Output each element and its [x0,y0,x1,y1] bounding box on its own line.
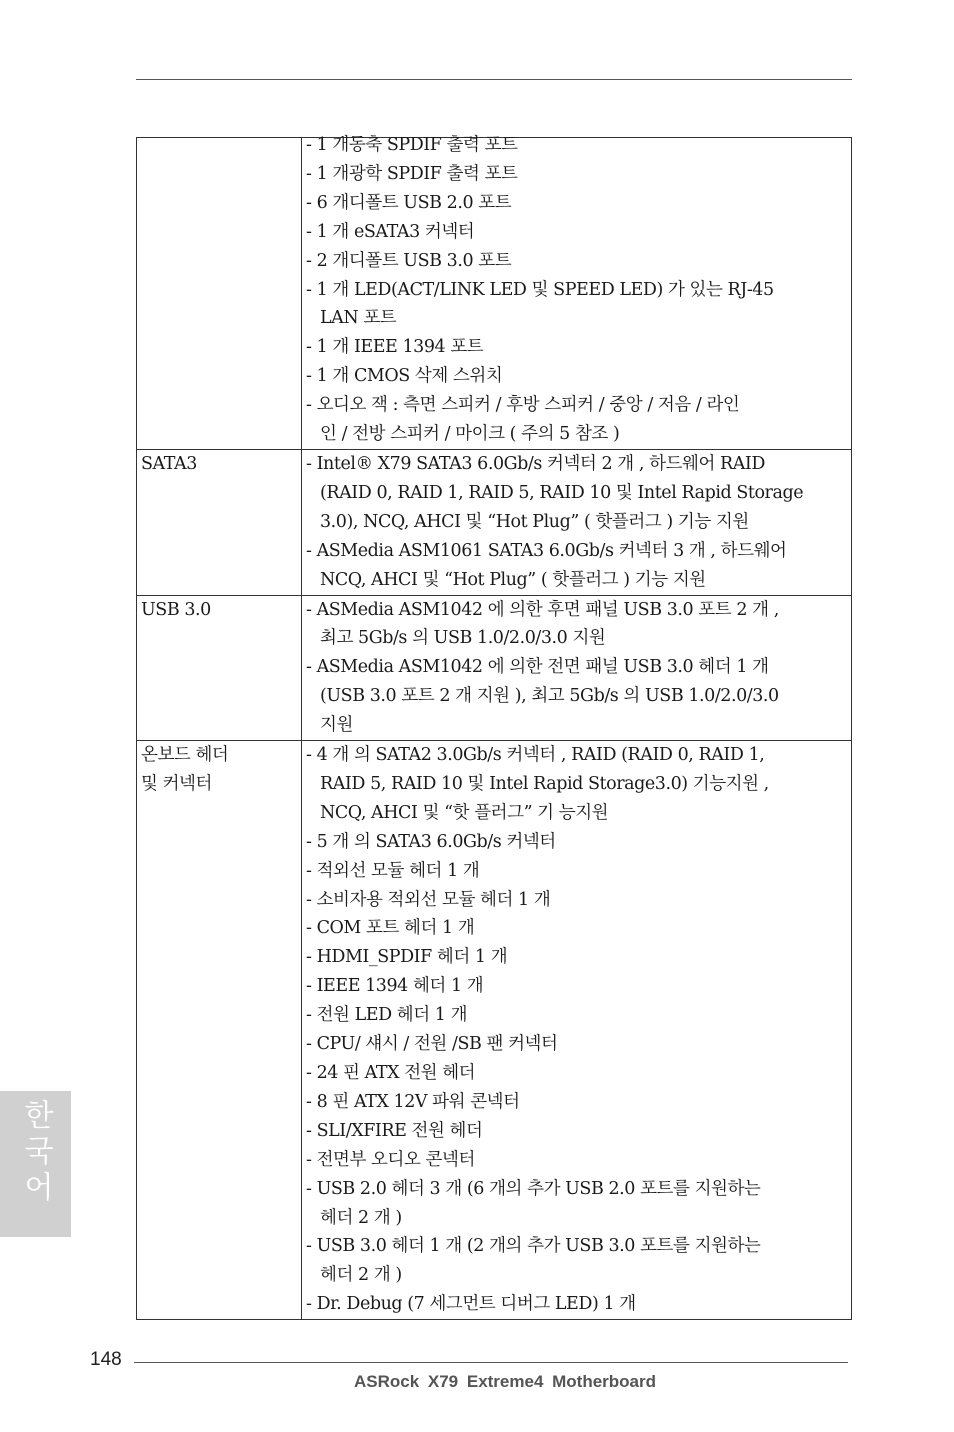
footer-title: ASRock X79 Extreme4 Motherboard [353,1372,657,1391]
spec-line: 지원 [320,715,353,736]
spec-item [306,857,847,886]
spec-label: 및 커넥터 [141,773,212,794]
spec-line: RAID 5, RAID 10 및 Intel Rapid Storage3.0) 기능지원 , [320,773,769,794]
spec-line: - 1 개동축 SPDIF 출력 포트 [306,135,518,155]
spec-item [306,189,847,218]
spec-line: - 2 개디폴트 USB 3.0 포트 [306,250,512,271]
spec-item [306,1088,847,1117]
spec-item [306,1175,847,1233]
spec-item [306,218,847,247]
spec-item [306,1030,847,1059]
spec-item [306,333,847,362]
spec-item [306,1290,847,1319]
spec-line: - 소비자용 적외선 모듈 헤더 1 개 [306,889,551,910]
spec-item [306,1117,847,1146]
spec-item [306,828,847,857]
spec-item [306,391,847,449]
spec-item [306,886,847,915]
spec-row-onboard-headers [137,741,852,1320]
spec-label: USB 3.0 [141,599,211,620]
spec-line: - USB 2.0 헤더 3 개 (6 개의 추가 USB 2.0 포트를 지원하는 [306,1178,761,1199]
spec-item [306,131,847,160]
spec-item [306,450,847,537]
spec-line: - 전면부 오디오 콘넥터 [306,1149,475,1170]
footer-rule [134,1362,848,1363]
spec-line: 헤더 2 개 ) [320,1207,402,1228]
spec-line: 3.0), NCQ, AHCI 및 “Hot Plug” ( 핫플러그 ) 기능 지원 [320,511,749,532]
page-number: 148 [90,1349,122,1370]
language-label: 한국어 [18,1099,53,1207]
spec-item [306,1059,847,1088]
spec-content-cell [302,595,852,741]
spec-line: - 5 개 의 SATA3 6.0Gb/s 커넥터 [306,831,556,852]
spec-label-cell [137,138,302,450]
spec-item [306,537,847,595]
spec-item [306,160,847,189]
spec-row-rear-io [137,138,852,450]
spec-line: - IEEE 1394 헤더 1 개 [306,976,484,997]
spec-line: - 1 개광학 SPDIF 출력 포트 [306,163,518,184]
spec-item [306,1001,847,1030]
spec-label-cell [137,595,302,741]
spec-item [306,741,847,828]
spec-label-cell [137,449,302,595]
spec-line: - 1 개 LED(ACT/LINK LED 및 SPEED LED) 가 있는 RJ-45 [306,279,774,300]
spec-line: (USB 3.0 포트 2 개 지원 ), 최고 5Gb/s 의 USB 1.0/2.0/3.0 [320,686,779,707]
spec-line: - 전원 LED 헤더 1 개 [306,1005,468,1026]
spec-line: LAN 포트 [320,308,397,329]
spec-line: (RAID 0, RAID 1, RAID 5, RAID 10 및 Intel Rapid Storage [320,482,804,503]
spec-line: - HDMI_SPDIF 헤더 1 개 [306,947,508,968]
spec-table [136,137,852,1320]
spec-line: - COM 포트 헤더 1 개 [306,918,475,939]
spec-line: - 1 개 CMOS 삭제 스위치 [306,366,503,387]
spec-item [306,362,847,391]
spec-item [306,972,847,1001]
top-rule [136,79,852,80]
spec-content-cell [302,741,852,1320]
spec-item [306,1232,847,1290]
spec-line: - 1 개 eSATA3 커넥터 [306,221,475,242]
spec-line: - 8 핀 ATX 12V 파워 콘넥터 [306,1091,520,1112]
spec-line: - 6 개디폴트 USB 2.0 포트 [306,192,512,213]
spec-line: 인 / 전방 스피커 / 마이크 ( 주의 5 참조 ) [320,424,620,445]
spec-row-usb3 [137,595,852,741]
spec-line: 최고 5Gb/s 의 USB 1.0/2.0/3.0 지원 [320,628,606,649]
spec-label-cell [137,741,302,1320]
spec-label: SATA3 [141,453,197,474]
spec-line: - ASMedia ASM1061 SATA3 6.0Gb/s 커넥터 3 개 , 하드웨어 [306,540,787,561]
language-side-tab [0,1091,71,1237]
spec-line: - 오디오 잭 : 측면 스피커 / 후방 스피커 / 중앙 / 저음 / 라인 [306,395,740,416]
spec-line: - Dr. Debug (7 세그먼트 디버그 LED) 1 개 [306,1294,636,1315]
spec-line: NCQ, AHCI 및 “Hot Plug” ( 핫플러그 ) 기능 지원 [320,569,706,590]
spec-line: - ASMedia ASM1042 에 의한 전면 패널 USB 3.0 헤더 1 개 [306,657,769,678]
spec-item [306,1146,847,1175]
spec-label: 온보드 헤더 [141,745,229,766]
spec-line: - USB 3.0 헤더 1 개 (2 개의 추가 USB 3.0 포트를 지원하는 [306,1236,761,1257]
spec-line: - 적외선 모듈 헤더 1 개 [306,860,480,881]
spec-line: - 4 개 의 SATA2 3.0Gb/s 커넥터 , RAID (RAID 0, RAID 1, [306,745,765,766]
spec-item [306,943,847,972]
spec-line: - ASMedia ASM1042 에 의한 후면 패널 USB 3.0 포트 2 개 , [306,599,779,620]
spec-line: 헤더 2 개 ) [320,1265,402,1286]
spec-content-cell [302,449,852,595]
spec-line: - SLI/XFIRE 전원 헤더 [306,1120,483,1141]
spec-content-cell [302,135,852,450]
spec-row-sata3 [137,449,852,595]
spec-line: - Intel® X79 SATA3 6.0Gb/s 커넥터 2 개 , 하드웨어 RAID [306,453,765,474]
spec-line: - CPU/ 섀시 / 전원 /SB 팬 커넥터 [306,1034,558,1055]
spec-item [306,247,847,276]
spec-line: NCQ, AHCI 및 “핫 플러그” 기 능지원 [320,802,609,823]
spec-item [306,596,847,654]
spec-item [306,653,847,740]
spec-item [306,276,847,334]
spec-line: - 24 핀 ATX 전원 헤더 [306,1063,476,1083]
spec-line: - 1 개 IEEE 1394 포트 [306,337,484,358]
spec-item [306,914,847,943]
